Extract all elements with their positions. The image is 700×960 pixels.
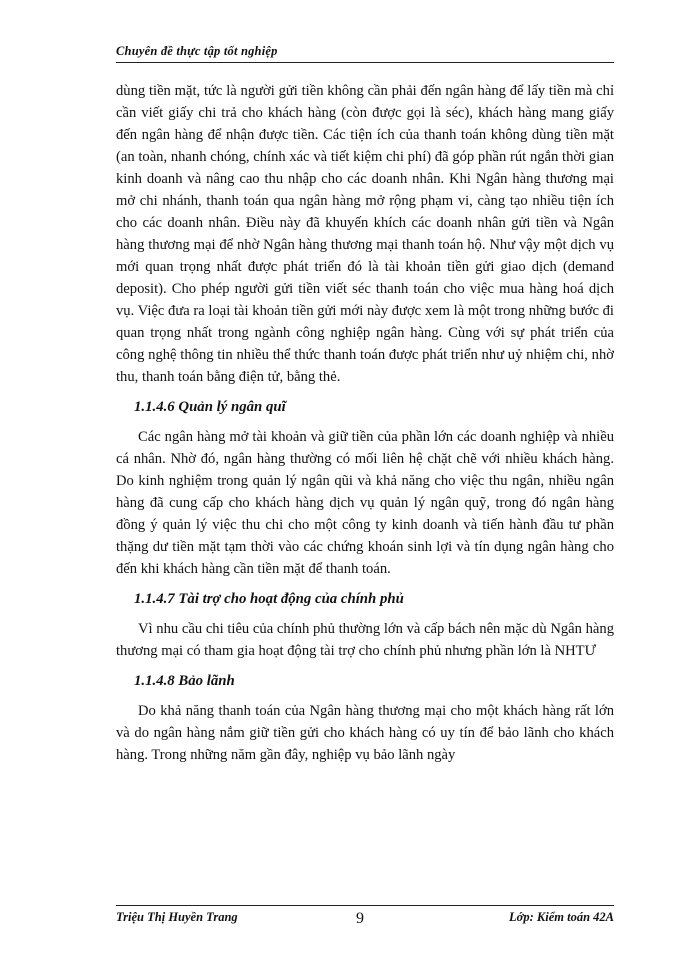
footer-class: Lớp: Kiểm toán 42A <box>509 910 614 924</box>
page-footer <box>116 910 614 934</box>
page-number: 9 <box>356 910 364 927</box>
section-heading: 1.1.4.6 Quản lý ngân quĩ <box>134 399 286 415</box>
header-divider <box>116 62 614 63</box>
page-content <box>116 80 614 766</box>
header-title: Chuyên đề thực tập tốt nghiệp <box>116 44 278 58</box>
footer-divider <box>116 905 614 906</box>
paragraph: Do khả năng thanh toán của Ngân hàng thương mại cho một khách hàng rất lớn và do ngân hàng nắm giữ tiền gửi cho khách hàng có uy tín để bảo lãnh cho khách hàng. Trong những năm gần đây, nghiệp vụ bảo lãnh ngày <box>116 703 614 763</box>
paragraph: dùng tiền mặt, tức là người gửi tiền không cần phải đến ngân hàng để lấy tiền mà chỉ cần viết giấy chi trả cho khách hàng (còn được gọi là séc), khách hàng mang giấy đến ngân hàng để nhận được tiền. Các tiện ích của thanh toán không dùng tiền mặt (an toàn, nhanh chóng, chính xác và tiết kiệm chi phí) đã góp phần rút ngắn thời gian kinh doanh và nâng cao thu nhập cho các doanh nhân. Khi Ngân hàng thương mại mở chi nhánh, thanh toán qua ngân hàng mở rộng phạm vi, càng tạo nhiều tiện ích cho các doanh nhân. Điều này đã khuyến khích các doanh nhân gửi tiền và Ngân hàng thương mại để nhờ Ngân hàng thương mại thanh toán hộ. Như vậy một dịch vụ mới quan trọng nhất được phát triển đó là tài khoản tiền gửi giao dịch (demand deposit). Cho phép người gửi tiền viết séc thanh toán cho việc mua hàng hoá dịch vụ. Việc đưa ra loại tài khoản tiền gửi mới này được xem là một trong những bước đi quan trọng nhất trong ngành công nghiệp ngân hàng. Cùng với sự phát triển của công nghệ thông tin nhiều thể thức thanh toán được phát triển như uỷ nhiệm chi, nhờ thu, thanh toán bằng điện tử, bằng thẻ. <box>116 83 614 385</box>
footer-author: Triệu Thị Huyền Trang <box>116 910 238 924</box>
section-heading: 1.1.4.8 Bảo lãnh <box>134 673 235 689</box>
paragraph: Vì nhu cầu chi tiêu của chính phủ thường lớn và cấp bách nên mặc dù Ngân hàng thương mại có tham gia hoạt động tài trợ cho chính phủ nhưng phần lớn là NHTƯ <box>116 621 614 659</box>
paragraph: Các ngân hàng mở tài khoản và giữ tiền của phần lớn các doanh nghiệp và nhiều cá nhân. Nhờ đó, ngân hàng thường có mối liên hệ chặt chẽ với nhiều khách hàng. Do kinh nghiệm trong quản lý ngân qũi và khả năng cho việc thu ngân, nhiều ngân hàng đã cung cấp cho khách hàng dịch vụ quản lý ngân quỹ, trong đó ngân hàng đồng ý quản lý việc thu chi cho một công ty kinh doanh và tiến hành đầu tư phần thặng dư tiền mặt tạm thời vào các chứng khoán sinh lợi và tín dụng ngân hàng cho đến khi khách hàng cần tiền mặt để thanh toán. <box>116 429 614 577</box>
section-heading: 1.1.4.7 Tài trợ cho hoạt động của chính phủ <box>134 591 404 607</box>
